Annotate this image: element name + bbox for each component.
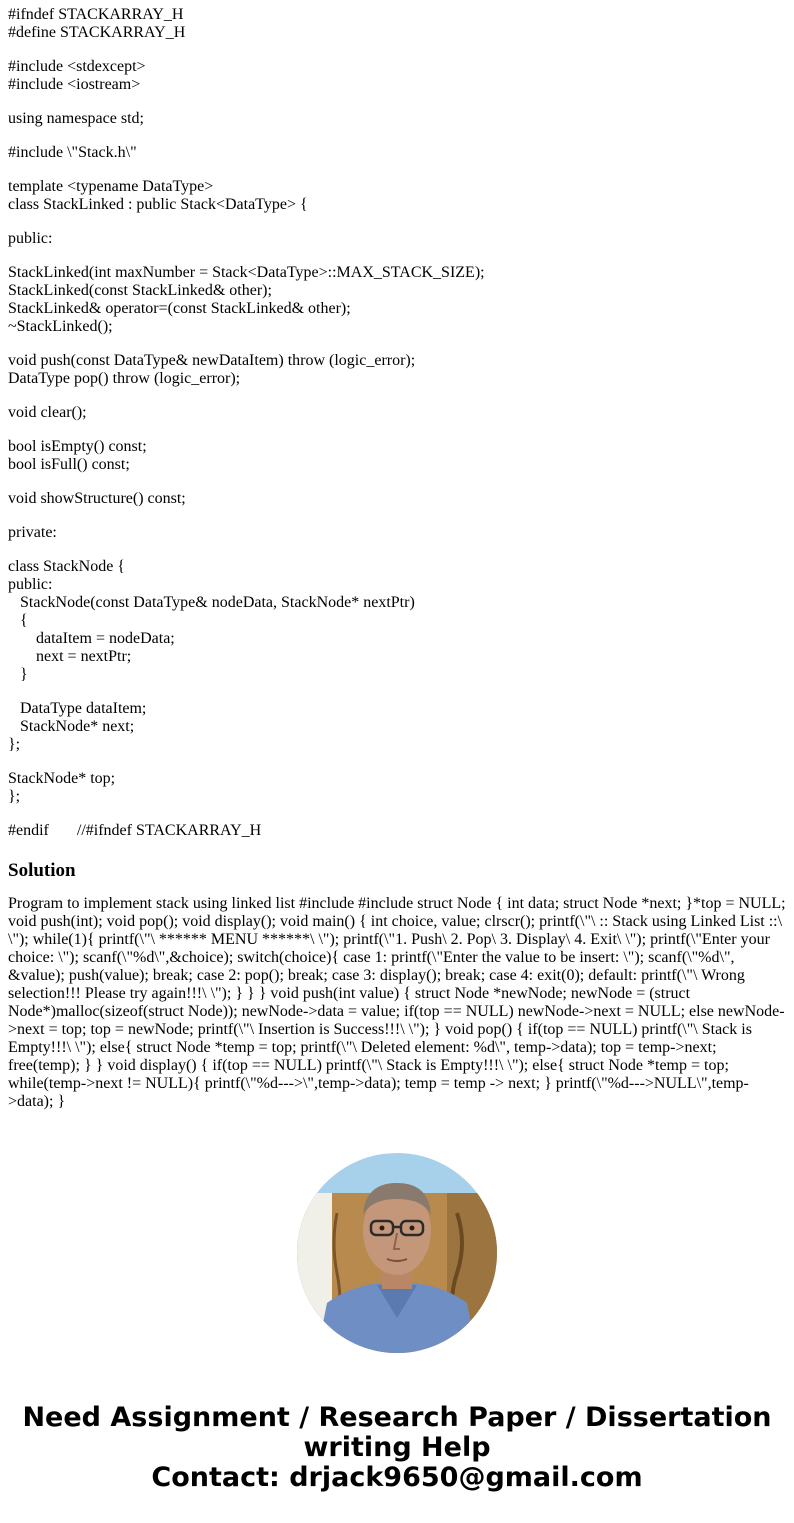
code-line: void push(const DataType& newDataItem) throw (logic_error); [8, 352, 416, 369]
footer-line-3: Contact: drjack9650@gmail.com [151, 1462, 643, 1493]
code-line: StackNode* top; [8, 770, 116, 787]
code-line: StackNode(const DataType& nodeData, StackNode* nextPtr) [8, 594, 415, 611]
code-line: public: [8, 576, 53, 593]
code-line: #include <iostream> [8, 76, 141, 93]
code-line [8, 388, 786, 404]
code-line: void clear(); [8, 404, 87, 421]
code-line [8, 474, 786, 490]
code-line [8, 248, 786, 264]
code-line: StackLinked(const StackLinked& other); [8, 282, 272, 299]
code-line: }; [8, 736, 21, 753]
code-line [8, 684, 786, 700]
code-line: dataItem = nodeData; [8, 630, 175, 647]
code-line: #endif //#ifndef STACKARRAY_H [8, 822, 262, 839]
code-line: DataType pop() throw (logic_error); [8, 370, 241, 387]
code-line: class StackNode { [8, 558, 125, 575]
code-line: #define STACKARRAY_H [8, 24, 186, 41]
code-line [8, 508, 786, 524]
code-line: #include <stdexcept> [8, 58, 146, 75]
code-line: using namespace std; [8, 110, 144, 127]
code-line: ~StackLinked(); [8, 318, 113, 335]
code-line [8, 162, 786, 178]
code-line: template <typename DataType> [8, 178, 214, 195]
code-line [8, 94, 786, 110]
footer-contact [0, 1403, 794, 1493]
code-line: bool isEmpty() const; [8, 438, 147, 455]
code-line: { [8, 612, 28, 629]
code-line: StackLinked(int maxNumber = Stack<DataType>::MAX_STACK_SIZE); [8, 264, 485, 281]
avatar [297, 1153, 497, 1353]
code-line [8, 128, 786, 144]
footer-line-2: writing Help [303, 1432, 491, 1463]
solution-text: Program to implement stack using linked list #include #include struct Node { int data; struct Node *next; }*top = NULL; void push(int); void pop(); void display(); void main() { int choice, value; clrscr(); printf(\"\ :: Stack using Linked List ::\ \"); while(1){ printf(\"\ ****** MENU ******\ \"); printf(\"1. Push\ 2. Pop\ 3. Display\ 4. Exit\ \"); printf(\"Enter your choice: \"); scanf(\"%d\",&choice); switch(choice){ case 1: printf(\"Enter the value to be insert: \"); scanf(\"%d\", &value); push(value); break; case 2: pop(); break; case 3: display(); break; case 4: exit(0); default: printf(\"\ Wrong selection!!! Please try again!!!\ \"); } } } void push(int value) { struct Node *newNode; newNode = (struct Node*)malloc(sizeof(struct Node)); newNode->data = value; if(top == NULL) newNode->next = NULL; else newNode->next = top; top = newNode; printf(\"\ Insertion is Success!!!\ \"); } void pop() { if(top == NULL) printf(\"\ Stack is Empty!!!\ \"); else{ struct Node *temp = top; printf(\"\ Deleted element: %d\", temp->data); top = temp->next; free(temp); } } void display() { if(top == NULL) printf(\"\ Stack is Empty!!!\ \"); else{ struct Node *temp = top; while(temp->next != NULL){ printf(\"%d--->\",temp->data); temp = temp -> next; } printf(\"%d--->NULL\",temp->data); } [8, 895, 786, 1110]
code-line [8, 754, 786, 770]
code-line: void showStructure() const; [8, 490, 186, 507]
code-line [8, 422, 786, 438]
code-line [8, 42, 786, 58]
code-line [8, 214, 786, 230]
code-line: DataType dataItem; [8, 700, 147, 717]
code-line: StackLinked& operator=(const StackLinked& other); [8, 300, 351, 317]
solution-heading: Solution [8, 860, 76, 881]
code-line: public: [8, 230, 53, 247]
code-line: #include \"Stack.h\" [8, 144, 137, 161]
code-line: class StackLinked : public Stack<DataType> { [8, 196, 308, 213]
code-line: }; [8, 788, 21, 805]
code-line: StackNode* next; [8, 718, 135, 735]
code-line [8, 806, 786, 822]
code-block [8, 6, 786, 840]
code-line [8, 542, 786, 558]
code-line: private: [8, 524, 57, 541]
code-line: bool isFull() const; [8, 456, 130, 473]
code-line [8, 336, 786, 352]
code-line: #ifndef STACKARRAY_H [8, 6, 184, 23]
footer-line-1: Need Assignment / Research Paper / Dissertation [22, 1402, 772, 1433]
code-line: } [8, 666, 28, 683]
avatar-photo [297, 1153, 497, 1353]
code-line: next = nextPtr; [8, 648, 132, 665]
